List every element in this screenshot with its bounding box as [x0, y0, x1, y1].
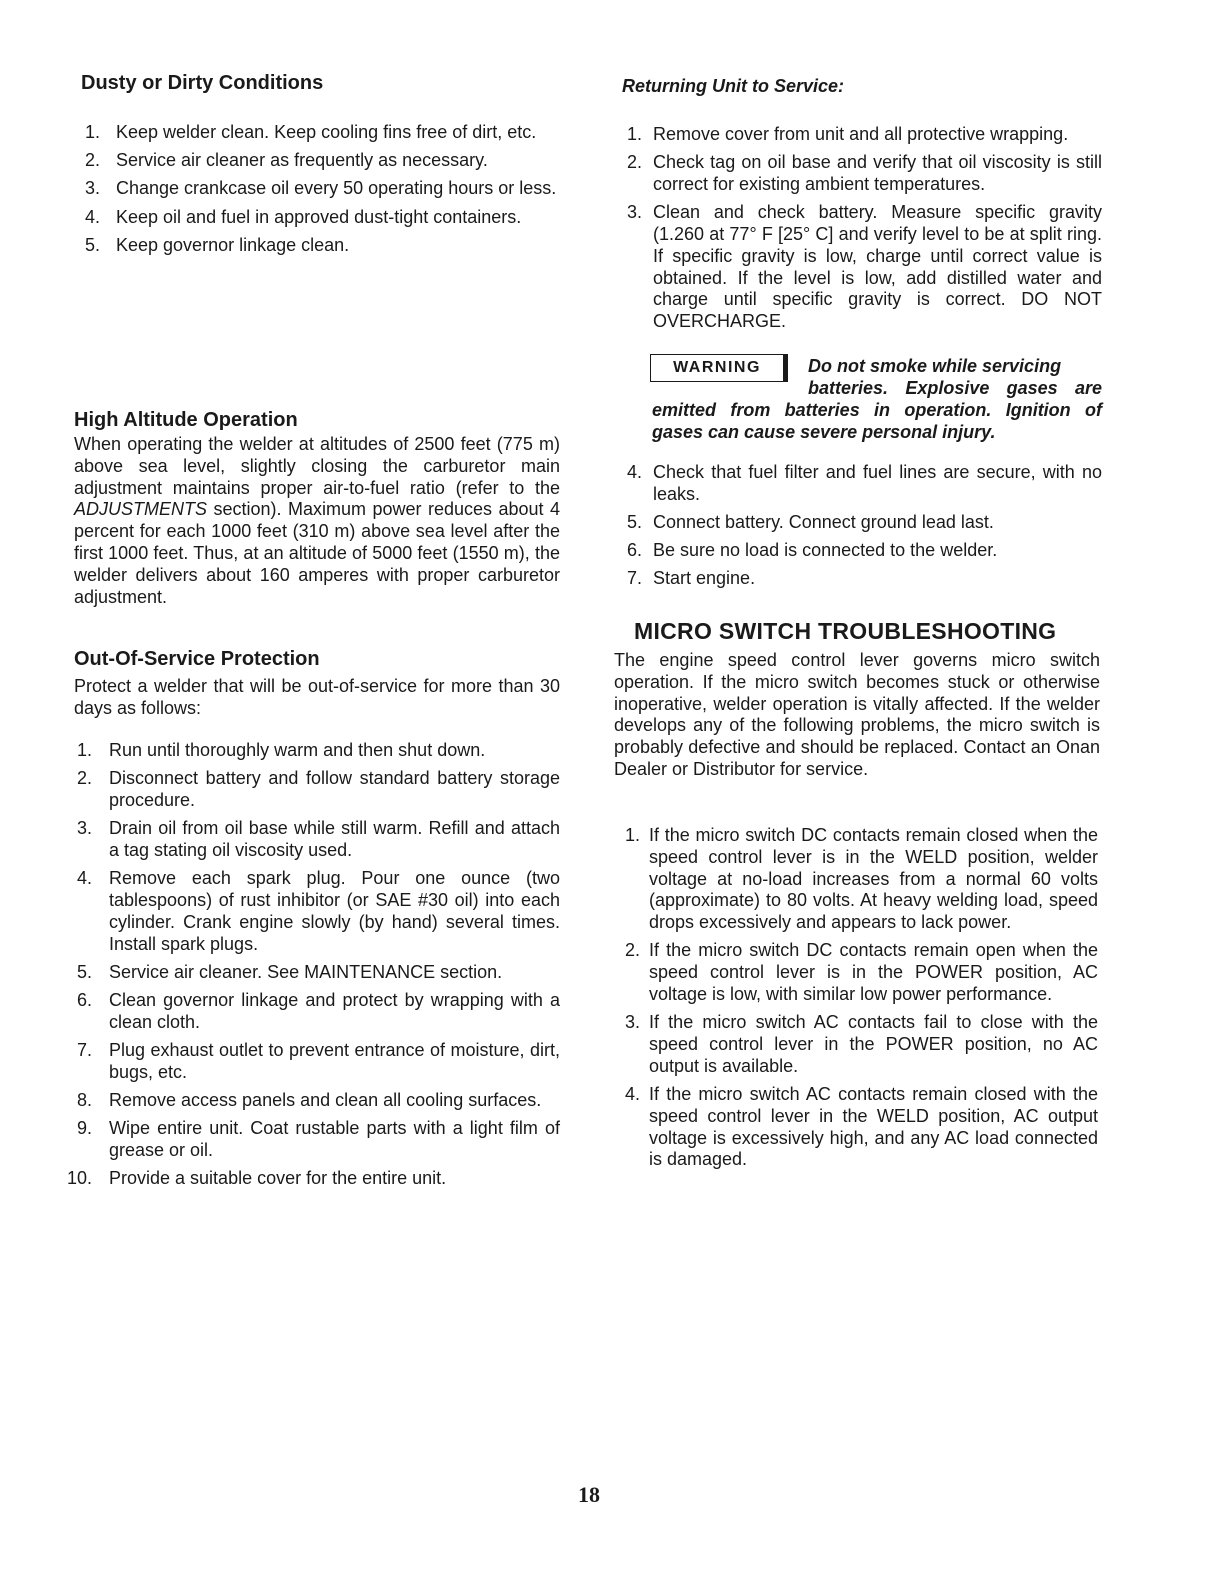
list-item [74, 990, 560, 1034]
heading-returning-unit: Returning Unit to Service: [622, 76, 845, 96]
list-item [614, 124, 1102, 146]
list-item-text: Service air cleaner as frequently as necessary. [116, 150, 488, 171]
list-item-number: 1. [626, 124, 642, 144]
adjustments-reference: ADJUSTMENTS [74, 499, 208, 520]
list-item-text: Keep welder clean. Keep cooling fins free of dirt, etc. [116, 122, 537, 142]
list-item [74, 818, 560, 862]
list-item [614, 540, 1102, 562]
returning-list [614, 124, 1102, 339]
list-item-number: 2. [84, 150, 100, 171]
list-item [74, 150, 566, 172]
warning-text-rest: emitted from batteries in operation. Ignition of gases can cause severe personal injury. [652, 400, 1102, 442]
altitude-text-a: When operating the welder at altitudes of 2500 feet (775 m) above sea level, slightly closing the carburetor main adjustment maintains proper air-to-fuel ratio (refer to the [74, 434, 560, 498]
list-item-text: Change crankcase oil every 50 operating hours or less. [116, 178, 557, 199]
list-item-text: Plug exhaust outlet to prevent entrance of moisture, dirt, bugs, etc. [109, 1039, 560, 1082]
list-item-number: 3. [76, 818, 92, 839]
list-item-number: 1. [624, 825, 640, 845]
list-item [614, 512, 1102, 534]
list-item-text: Clean and check battery. Measure specific gravity (1.260 at 77° F [25° C] and verify level to be at split ring. If specific gravity is low, charge until correct value is obtained. If the level is low, add distilled water and charge until specific gravity is correct. DO NOT OVERCHARGE. [653, 202, 1102, 332]
list-item-text: Disconnect battery and follow standard battery storage procedure. [109, 768, 560, 810]
list-item-number: 3. [624, 1012, 640, 1033]
list-item-number: 1. [84, 122, 100, 142]
list-item-number: 6. [76, 989, 92, 1010]
list-item-text: If the micro switch AC contacts remain closed with the speed control lever in the WELD position, AC output voltage is excessively high, and any AC load connected is damaged. [649, 1083, 1098, 1170]
warning-text-line2: batteries. Explosive gases are [808, 378, 1102, 398]
list-item [74, 178, 566, 200]
warning-text-line1: Do not smoke while servicing [808, 356, 1062, 376]
list-item [74, 235, 566, 257]
list-item-number: 5. [626, 511, 642, 532]
list-item-number: 2. [626, 152, 642, 173]
high-altitude-paragraph [74, 434, 560, 608]
list-item-text: Clean governor linkage and protect by wrapping with a clean cloth. [109, 989, 560, 1032]
list-item-number: 10. [66, 1168, 92, 1189]
warning-label-box: WARNING [650, 354, 788, 382]
list-item [74, 768, 560, 812]
dusty-conditions-list [74, 122, 566, 263]
list-item [614, 152, 1102, 196]
list-item-number: 7. [626, 568, 642, 589]
micro-switch-list [614, 825, 1098, 1178]
list-item [74, 122, 566, 144]
list-item [614, 568, 1102, 590]
list-item [614, 825, 1098, 934]
heading-out-of-service: Out-Of-Service Protection [74, 648, 320, 670]
list-item [74, 1040, 560, 1084]
list-item-number: 4. [76, 868, 92, 889]
list-item [74, 207, 566, 229]
list-item-number: 7. [76, 1039, 92, 1060]
page-number: 18 [578, 1482, 600, 1507]
list-item-text: Remove access panels and clean all cooling surfaces. [109, 1089, 542, 1110]
list-item-text: Be sure no load is connected to the welder. [653, 540, 998, 561]
list-item [74, 1090, 560, 1112]
list-item-number: 8. [76, 1089, 92, 1110]
list-item-text: Drain oil from oil base while still warm. Refill and attach a tag stating oil viscosity used. [109, 818, 560, 860]
list-item-text: If the micro switch DC contacts remain open when the speed control lever is in the POWER position, AC voltage is low, with similar low power performance. [649, 940, 1098, 1004]
list-item-number: 4. [626, 462, 642, 482]
list-item [74, 962, 560, 984]
list-item-text: Remove cover from unit and all protective wrapping. [653, 124, 1069, 144]
list-item [614, 1084, 1098, 1171]
list-item-number: 1. [76, 740, 92, 760]
list-item-number: 2. [624, 940, 640, 961]
list-item-number: 4. [84, 206, 100, 227]
list-item [74, 740, 560, 762]
list-item-number: 3. [626, 202, 642, 223]
list-item [614, 462, 1102, 506]
heading-micro-switch: MICRO SWITCH TROUBLESHOOTING [634, 618, 1057, 644]
list-item-text: Remove each spark plug. Pour one ounce (two tablespoons) of rust inhibitor (or SAE #30 oil) into each cylinder. Crank engine slowly (by hand) several times. Install spark plugs. [109, 868, 560, 954]
list-item-text: Check tag on oil base and verify that oil viscosity is still correct for existing ambient temperatures. [653, 152, 1102, 194]
out-of-service-list [66, 740, 560, 1196]
micro-switch-intro: The engine speed control lever governs micro switch operation. If the micro switch becomes stuck or otherwise inoperative, welder operation is vitally affected. If the welder develops any of the following problems, the micro switch is probably defective and should be replaced. Contact an Onan Dealer or Distributor for service. [614, 650, 1100, 779]
altitude-text-b: section). Maximum power reduces about 4 percent for each 1000 feet (310 m) above sea level after the first 1000 feet. Thus, at an altitude of 5000 feet (1550 m), the welder delivers about 160 amperes with proper carburetor adjustment. [74, 499, 560, 607]
list-item [614, 202, 1102, 333]
list-item [614, 1012, 1098, 1077]
list-item [74, 868, 560, 955]
list-item-number: 3. [84, 178, 100, 199]
heading-high-altitude: High Altitude Operation [74, 409, 298, 431]
list-item-text: Keep oil and fuel in approved dust-tight containers. [116, 206, 522, 227]
list-item-number: 6. [626, 540, 642, 561]
list-item-number: 5. [84, 234, 100, 255]
list-item [614, 940, 1098, 1005]
heading-dusty-conditions: Dusty or Dirty Conditions [81, 72, 324, 94]
returning-list-continued [614, 462, 1102, 597]
out-of-service-intro: Protect a welder that will be out-of-service for more than 30 days as follows: [74, 676, 560, 718]
list-item-text: If the micro switch DC contacts remain closed when the speed control lever is in the WELD position, welder voltage at no-load increases from a normal 60 volts (approximate) to 80 volts. At heavy welding load, speed drops excessively and appears to lack power. [649, 825, 1098, 933]
list-item-text: Start engine. [653, 568, 756, 589]
list-item [66, 1168, 560, 1190]
list-item-text: Service air cleaner. See MAINTENANCE section. [109, 961, 503, 982]
list-item-number: 9. [76, 1118, 92, 1139]
list-item-text: Connect battery. Connect ground lead last. [653, 511, 994, 532]
list-item-text: If the micro switch AC contacts fail to close with the speed control lever in the POWER position, no AC output is available. [649, 1012, 1098, 1076]
list-item [74, 1118, 560, 1162]
list-item-text: Keep governor linkage clean. [116, 234, 350, 255]
list-item-number: 4. [624, 1083, 640, 1104]
list-item-text: Wipe entire unit. Coat rustable parts with a light film of grease or oil. [109, 1118, 560, 1160]
list-item-text: Run until thoroughly warm and then shut down. [109, 740, 486, 760]
list-item-text: Check that fuel filter and fuel lines are secure, with no leaks. [653, 462, 1102, 504]
list-item-text: Provide a suitable cover for the entire unit. [109, 1168, 447, 1189]
list-item-number: 2. [76, 768, 92, 789]
list-item-number: 5. [76, 961, 92, 982]
